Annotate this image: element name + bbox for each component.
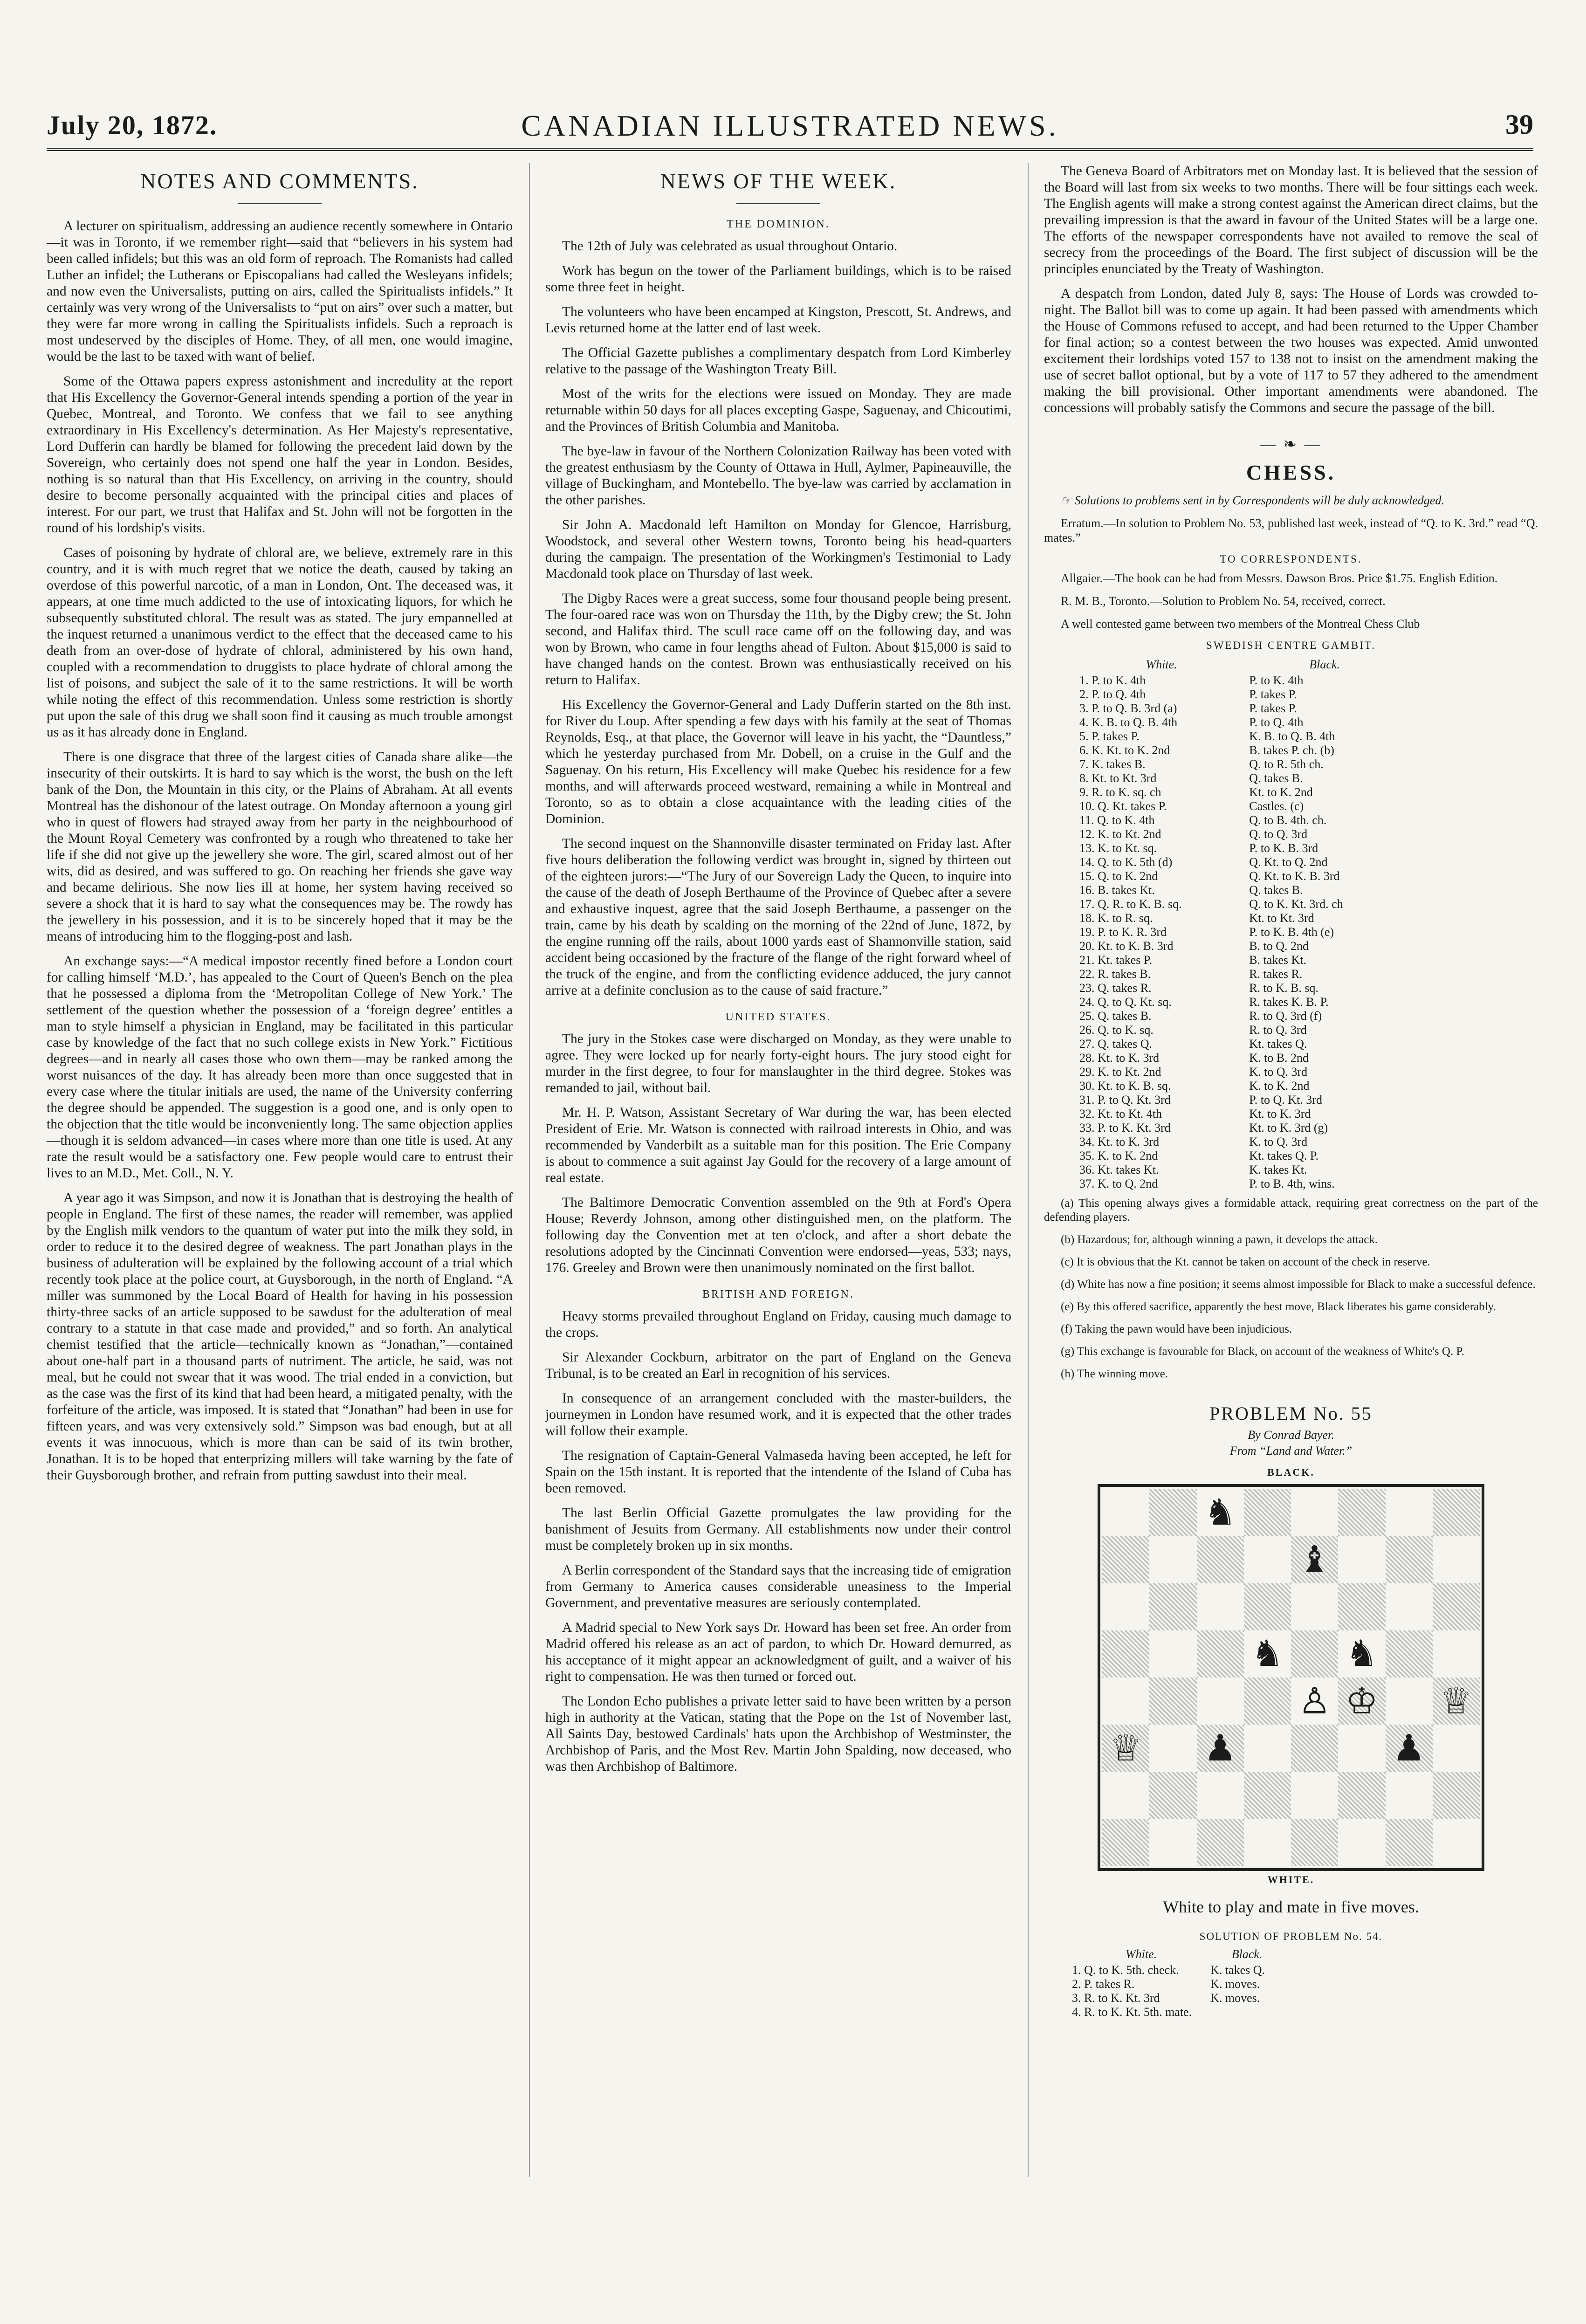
black-move: Q. Kt. to K. B. 3rd	[1249, 869, 1340, 883]
board-square	[1149, 1725, 1196, 1772]
black-move: K. to Q. 3rd	[1249, 1065, 1308, 1079]
black-move: Kt. to K. 3rd	[1249, 1107, 1311, 1121]
move-row	[1077, 674, 1403, 688]
black-move: Q. Kt. to Q. 2nd	[1249, 855, 1328, 869]
solution-white-label: White.	[1125, 1947, 1157, 1961]
white-move: 30. Kt. to K. B. sq.	[1079, 1079, 1171, 1093]
board-square	[1244, 1489, 1291, 1536]
board-square	[1149, 1536, 1196, 1583]
black-move: P. to Q. Kt. 3rd	[1249, 1093, 1322, 1107]
board-square	[1291, 1489, 1338, 1536]
board-square	[1197, 1583, 1244, 1630]
board-square	[1149, 1583, 1196, 1630]
white-move: 37. K. to Q. 2nd	[1079, 1177, 1158, 1190]
problem-caption: White to play and mate in five moves.	[1163, 1898, 1419, 1916]
chess-piece: ♕	[1109, 1727, 1142, 1769]
chess-piece: ♞	[1251, 1633, 1284, 1675]
board-square	[1244, 1772, 1291, 1819]
board-square	[1338, 1630, 1385, 1678]
white-move: 18. K. to R. sq.	[1079, 911, 1153, 925]
news-paragraph: The Baltimore Democratic Convention assembled on the 9th at Ford's Opera House; Reverdy Johnson, among other distinguished men, on the platform. The following day the Convention met at ten o'clock, and after a short debate the resolutions adopted by the Cincinnati Convention were endorsed—yeas, 533; nays, 176. Greeley and Brown were then unanimously nominated on the first ballot.	[545, 1195, 1011, 1275]
board-square	[1338, 1489, 1385, 1536]
board-square	[1386, 1536, 1433, 1583]
white-move: 34. Kt. to K. 3rd	[1079, 1135, 1160, 1148]
news-section-title: UNITED STATES.	[725, 1011, 831, 1023]
game-note: (c) It is obvious that the Kt. cannot be taken on account of the check in reserve.	[1061, 1256, 1430, 1268]
board-square	[1386, 1583, 1433, 1630]
notes-column	[47, 163, 513, 1492]
black-move: P. to Q. 4th	[1249, 715, 1304, 729]
board-square	[1102, 1819, 1149, 1866]
black-move: B. takes P. ch. (b)	[1249, 743, 1334, 757]
black-move: Q. to B. 4th. ch.	[1249, 813, 1327, 827]
news-paragraph: A despatch from London, dated July 8, says: The House of Lords was crowded to-night. The Ballot bill was to come up again. It had been passed with amendments which the House of Commons refused to accept, and had been returned to the Upper Chamber for final action; so a contest between the two houses was expected. Amid unwonted excitement their lordships voted 157 to 138 not to insist on the amendment making the use of secret ballot optional, but by a vote of 117 to 57 they adhered to the amendment making the bill provisional. Other important amendments were abandoned. The concessions will probably satisfy the Commons and secure the passage of the bill.	[1044, 286, 1538, 415]
board-square	[1291, 1725, 1338, 1772]
black-move: B. takes Kt.	[1249, 953, 1306, 967]
white-move: 17. Q. R. to K. B. sq.	[1079, 897, 1182, 911]
news-paragraph: The Geneva Board of Arbitrators met on Monday last. It is believed that the session of the Board will last from six weeks to two months. There will be four sittings each week. The English agents will make a strong contest against the American direct claims, but the prevailing impression is that the award in favour of the United States will be a large one. The efforts of the newspaper correspondents have not availed to remove the seal of secrecy from the proceedings of the Board. The first subject of discussion will be the principles enunciated by the Treaty of Washington.	[1044, 164, 1538, 276]
chess-piece: ♟	[1393, 1727, 1426, 1769]
move-row	[1077, 967, 1403, 981]
news-heading: NEWS OF THE WEEK.	[660, 169, 897, 193]
move-row	[1077, 1163, 1403, 1177]
move-row	[1077, 855, 1403, 869]
move-row	[1077, 939, 1403, 953]
white-move: 2. P. to Q. 4th	[1079, 688, 1146, 701]
black-move: R. to Q. 3rd	[1249, 1023, 1307, 1037]
move-row	[1077, 897, 1403, 911]
white-move: 21. Kt. takes P.	[1079, 953, 1152, 967]
white-move: 5. P. takes P.	[1079, 729, 1140, 743]
board-square	[1244, 1536, 1291, 1583]
chess-piece: ♝	[1298, 1538, 1331, 1581]
move-row	[1077, 1037, 1403, 1051]
news-paragraph: Most of the writs for the elections were issued on Monday. They are made returnable within 50 days for all places excepting Gaspe, Saguenay, and Chicoutimi, and the Provinces of British Columbia and Manitoba.	[545, 386, 1011, 434]
news-paragraph: Sir John A. Macdonald left Hamilton on Monday for Glencoe, Harrisburg, Woodstock, and several other Western towns, Toronto being his head-quarters during the campaign. The presentation of the Workingmen's Testimonial to Lady Macdonald took place on Thursday of last week.	[545, 517, 1011, 581]
news-paragraph: Mr. H. P. Watson, Assistant Secretary of War during the war, has been elected President of Erie. Mr. Watson is connected with railroad interests in Ohio, and was recommended by Vanderbilt as a suitable man for this position. The Erie Company is about to commence a suit against Jay Gould for the recovery of a large amount of real estate.	[545, 1105, 1011, 1185]
move-row	[1077, 1093, 1403, 1107]
black-move: Kt. takes Q. P.	[1249, 1149, 1318, 1162]
news-paragraph: The bye-law in favour of the Northern Colonization Railway has been voted with the greatest enthusiasm by the County of Ottawa in Hull, Aylmer, Papineauville, the village of Buckingham, and Montebello. The bye-law was carried by acclamation in the other parishes.	[545, 444, 1011, 508]
board-square	[1338, 1725, 1385, 1772]
news-paragraph: Work has begun on the tower of the Parliament buildings, which is to be raised some three feet in height.	[545, 263, 1011, 295]
black-move: P. to K. B. 3rd	[1249, 841, 1318, 855]
board-square	[1291, 1583, 1338, 1630]
solution-black-label: Black.	[1231, 1947, 1263, 1961]
black-move: P. to B. 4th, wins.	[1249, 1177, 1335, 1190]
news-paragraph: The resignation of Captain-General Valmaseda having been accepted, he left for Spain on the 15th instant. It is reported that the intendente of the Island of Cuba has been removed.	[545, 1448, 1011, 1496]
white-move: 27. Q. takes Q.	[1079, 1037, 1152, 1051]
game-moves	[1077, 657, 1403, 1191]
correspondents-heading: TO CORRESPONDENTS.	[1220, 553, 1362, 565]
black-move: Q. takes B.	[1249, 771, 1303, 785]
board-square	[1338, 1583, 1385, 1630]
solution-white-move: 4. R. to K. Kt. 5th. mate.	[1072, 2005, 1192, 2019]
board-square	[1244, 1725, 1291, 1772]
black-move: P. to K. B. 4th (e)	[1249, 925, 1334, 939]
problem-author: By Conrad Bayer.	[1248, 1428, 1334, 1442]
news-paragraph: The volunteers who have been encamped at Kingston, Prescott, St. Andrews, and Levis returned home at the latter end of last week.	[545, 304, 1011, 336]
page-number: 39	[1505, 109, 1533, 140]
white-move: 33. P. to K. Kt. 3rd	[1079, 1121, 1171, 1134]
move-row	[1077, 715, 1403, 729]
white-move: 1. P. to K. 4th	[1079, 674, 1146, 687]
move-row	[1077, 785, 1403, 799]
game-note: (f) Taking the pawn would have been injudicious.	[1061, 1323, 1292, 1335]
masthead-rule	[47, 148, 1533, 151]
chess-piece: ♞	[1204, 1491, 1237, 1533]
board-square	[1433, 1630, 1480, 1678]
board-square	[1386, 1725, 1433, 1772]
move-row	[1077, 1149, 1403, 1163]
move-row	[1077, 1135, 1403, 1149]
news-section-title: BRITISH AND FOREIGN.	[702, 1288, 854, 1300]
black-move: K. B. to Q. B. 4th	[1249, 729, 1335, 743]
black-label: Black.	[1309, 658, 1340, 671]
game-note: (d) White has now a fine position; it seems almost impossible for Black to make a successful defence.	[1061, 1278, 1536, 1291]
board-square	[1244, 1678, 1291, 1725]
board-square	[1102, 1630, 1149, 1678]
news-paragraph: In consequence of an arrangement concluded with the master-builders, the journeymen in London have resumed work, and it is expected that the other trades will follow their example.	[545, 1391, 1011, 1438]
solution-black-move: K. takes Q.	[1210, 1963, 1265, 1977]
black-move: R. to Q. 3rd (f)	[1249, 1009, 1322, 1023]
masthead	[47, 96, 1533, 151]
board-square	[1197, 1630, 1244, 1678]
white-move: 22. R. takes B.	[1079, 967, 1151, 981]
move-row	[1077, 883, 1403, 897]
white-move: 10. Q. Kt. takes P.	[1079, 799, 1167, 813]
white-move: 29. K. to Kt. 2nd	[1079, 1065, 1161, 1079]
board-square	[1433, 1489, 1480, 1536]
news-paragraph: His Excellency the Governor-General and Lady Dufferin started on the 8th inst. for River du Loup. After spending a few days with his family at the seat of Thomas Reynolds, Esq., at that place, the Governor will leave in his yacht, the “Dauntless,” which he yesterday purchased from Mr. Dobell, on a cruise in the Gulf and the Saguenay. On his return, His Excellency will make Quebec his residence for a few months, and will afterwards proceed westward, remaining a while in Montreal and Toronto, so as to obtain a close acquaintance with the leading cities of the Dominion.	[545, 697, 1011, 826]
notes-paragraph: A lecturer on spiritualism, addressing an audience recently somewhere in Ontario—it was in Toronto, if we remember right—said that “believers in his system had been called infidels; but this was an old form of reproach. The Romanists had called Luther an infidel; the Lutherans or Episcopalians had called the Wesleyans infidels; and now even the Universalists, putting on airs, called the Spiritualists infidels.” It certainly was very wrong of the Universalists to “put on airs” over such a matter, but they were far more wrong in calling the Spiritualists infidels. Such a reproach is most undeserved by the disciples of Home. They, of all men, one would imagine, would be the last to be taxed with want of belief.	[47, 219, 513, 364]
white-move: 25. Q. takes B.	[1079, 1009, 1152, 1023]
board-square	[1386, 1678, 1433, 1725]
chess-board	[1102, 1489, 1480, 1866]
move-row	[1077, 1107, 1403, 1121]
solution-black-move: K. moves.	[1210, 1991, 1260, 2005]
black-move: K. to Q. 3rd	[1249, 1135, 1308, 1148]
news-paragraph: Sir Alexander Cockburn, arbitrator on the part of England on the Geneva Tribunal, is to be created an Earl in recognition of his services.	[545, 1350, 1011, 1381]
board-square	[1433, 1725, 1480, 1772]
board-square	[1102, 1678, 1149, 1725]
solution-row	[1072, 1963, 1284, 1977]
news-paragraph: The jury in the Stokes case were discharged on Monday, as they were unable to agree. They were locked up for nearly forty-eight hours. The jury stood eight for murder in the first degree, to four for manslaughter in the third degree. Stokes was remanded to jail, without bail.	[545, 1031, 1011, 1095]
board-square	[1386, 1772, 1433, 1819]
board-square	[1197, 1489, 1244, 1536]
move-row	[1077, 841, 1403, 855]
move-row	[1077, 1051, 1403, 1065]
solution-black-move	[1210, 2005, 1284, 2019]
black-move: R. takes K. B. P.	[1249, 995, 1329, 1009]
board-square	[1338, 1819, 1385, 1866]
chess-piece: ♟	[1204, 1727, 1237, 1769]
chess-notice: ☞ Solutions to problems sent in by Correspondents will be duly acknowledged.	[1061, 494, 1444, 507]
board-square	[1338, 1772, 1385, 1819]
board-square	[1197, 1678, 1244, 1725]
black-move: K. takes Kt.	[1249, 1163, 1307, 1176]
game-notes	[1044, 1196, 1538, 1381]
white-move: 20. Kt. to K. B. 3rd	[1079, 939, 1174, 953]
board-square	[1244, 1819, 1291, 1866]
news-paragraph: The Digby Races were a great success, some four thousand people being present. The four-oared race was won on Thursday the 11th, by the Digby crew; the St. John second, and Halifax third. The scull race came off on the following day, and was won by Brown, who came in four lengths ahead of Fulton. About $15,000 is said to have changed hands on the contest. Brown was enthusiastically received on his return to Halifax.	[545, 591, 1011, 688]
move-row	[1077, 729, 1403, 743]
heading-rule	[736, 203, 820, 204]
opening-name: SWEDISH CENTRE GAMBIT.	[1206, 639, 1376, 651]
move-row	[1077, 688, 1403, 701]
move-row	[1077, 1023, 1403, 1037]
solution-white-move: 1. Q. to K. 5th. check.	[1072, 1963, 1179, 1977]
correspondent-note: Allgaier.—The book can be had from Messrs. Dawson Bros. Price $1.75. English Edition.	[1061, 571, 1498, 585]
white-move: 36. Kt. takes Kt.	[1079, 1163, 1159, 1176]
board-square	[1338, 1536, 1385, 1583]
right-body	[1044, 163, 1538, 416]
move-row	[1077, 1079, 1403, 1093]
black-move: Castles. (c)	[1249, 799, 1304, 813]
game-note: (h) The winning move.	[1061, 1368, 1168, 1380]
black-side-label: BLACK.	[1267, 1466, 1315, 1478]
black-move: Q. to K. Kt. 3rd. ch	[1249, 897, 1343, 911]
move-row	[1077, 911, 1403, 925]
game-intro: A well contested game between two members of the Montreal Chess Club	[1061, 617, 1420, 631]
white-move: 14. Q. to K. 5th (d)	[1079, 855, 1173, 869]
news-paragraph: A Madrid special to New York says Dr. Howard has been set free. An order from Madrid offered his release as an act of pardon, to which Dr. Howard demurred, as his acceptance of it might appear an acknowledgment of guilt, and a waiver of his right to compensation. He was then turned or forced out.	[545, 1620, 1011, 1684]
problem-source: From “Land and Water.”	[1229, 1444, 1353, 1458]
move-row	[1077, 1009, 1403, 1023]
notes-paragraph: An exchange says:—“A medical impostor recently fined before a London court for calling himself ‘M.D.’, has appealed to the Court of Queen's Bench on the plea that he possessed a diploma from the ‘Metropolitan College of New York.’ The settlement of the question whether the possession of a ‘foreign degree’ entitles a man to style himself a physician in England, may be facilitated in this particular case by knowledge of the fact that no such college exists in New York.” Fictitious degrees—and in nearly all cases those who own them—may be ranked among the worst nuisances of the day. It has already been more than once suggested that in every case where the titular initials are used, the name of the University conferring the degree should be appended. The suggestion is a good one, and is only open to the objection that the title would be inconveniently long. The same objection applies—though it is seldom advanced—in cases where more than one title is used. At any rate the result would be a satisfactory one. Few people would care to entrust their lives to an M.D., Met. Coll., N. Y.	[47, 954, 513, 1181]
white-move: 4. K. B. to Q. B. 4th	[1079, 715, 1178, 729]
notes-paragraph: Some of the Ottawa papers express astonishment and incredulity at the report that His Excellency the Governor-General intends spending a portion of the year in Quebec, Montreal, and Toronto. We confess that we fail to see anything extraordinary in His Excellency's determination. As Her Majesty's representative, Lord Dufferin can hardly be blamed for following the precedent laid down by the Sovereign, who certainly does not spend one half the year in London. Besides, nothing is so natural than that His Excellency, on arriving in the country, should desire to become personally acquainted with the principal cities and places of interest. For our part, we trust that Halifax and St. John will not be forgotten in the round of his lordship's visits.	[47, 374, 513, 536]
news-paragraph: The last Berlin Official Gazette promulgates the law providing for the banishment of Jesuits from Germany. All establishments now under their control must be completely broken up in six months.	[545, 1506, 1011, 1553]
move-row	[1077, 771, 1403, 785]
black-move: Kt. to Kt. 3rd	[1249, 911, 1314, 925]
white-move: 11. Q. to K. 4th	[1079, 813, 1155, 827]
solution-row	[1072, 1977, 1284, 1991]
board-square	[1102, 1583, 1149, 1630]
board-square	[1338, 1678, 1385, 1725]
board-square	[1291, 1630, 1338, 1678]
white-move: 35. K. to K. 2nd	[1079, 1149, 1158, 1162]
board-square	[1433, 1678, 1480, 1725]
black-move: R. takes R.	[1249, 967, 1303, 981]
notes-paragraph: There is one disgrace that three of the largest cities of Canada share alike—the insecurity of their outskirts. It is hard to say which is the worst, the bush on the left bank of the Don, the Mountain in this city, or the Plains of Abraham. At all events Montreal has the dishonour of the latest outrage. On Monday afternoon a young girl who in quest of flowers had strayed away from her party in the neighbourhood of the Mount Royal Cemetery was confronted by a rough who threatened to take her life if she did not give up the jewellery she wore. The girl, scared almost out of her wits, did as desired, and was suffered to go. On reaching her friends she gave way and became delirious. She now lies ill at home, her system having received so severe a shock that it is hard to say what the consequences may be. The rowdy has the jewellery in his possession, and it is to be sincerely hoped that it may be the means of introducing him to the flogging-post and lash.	[47, 749, 513, 944]
board-square	[1244, 1583, 1291, 1630]
board-square	[1433, 1583, 1480, 1630]
board-square	[1149, 1489, 1196, 1536]
board-square	[1197, 1819, 1244, 1866]
chess-piece: ♔	[1345, 1680, 1378, 1722]
move-row	[1077, 1065, 1403, 1079]
move-row	[1077, 757, 1403, 771]
solution-row	[1072, 1991, 1284, 2005]
white-move: 9. R. to K. sq. ch	[1079, 785, 1161, 799]
game-note: (b) Hazardous; for, although winning a pawn, it develops the attack.	[1061, 1233, 1378, 1246]
board-square	[1149, 1630, 1196, 1678]
white-move: 31. P. to Q. Kt. 3rd	[1079, 1093, 1171, 1107]
white-move: 32. Kt. to Kt. 4th	[1079, 1107, 1162, 1121]
board-square	[1197, 1725, 1244, 1772]
board-square	[1291, 1772, 1338, 1819]
board-square	[1102, 1489, 1149, 1536]
problem-title: PROBLEM No. 55	[1209, 1403, 1373, 1424]
white-move: 13. K. to Kt. sq.	[1079, 841, 1157, 855]
move-row	[1077, 813, 1403, 827]
black-move: Q. to R. 5th ch.	[1249, 757, 1324, 771]
news-paragraph: The 12th of July was celebrated as usual throughout Ontario.	[562, 239, 898, 254]
white-move: 7. K. takes B.	[1079, 757, 1146, 771]
black-move: P. takes P.	[1249, 688, 1297, 701]
black-move: B. to Q. 2nd	[1249, 939, 1309, 953]
black-move: R. to K. B. sq.	[1249, 981, 1319, 995]
white-move: 28. Kt. to K. 3rd	[1079, 1051, 1160, 1065]
board-square	[1102, 1536, 1149, 1583]
white-move: 19. P. to K. R. 3rd	[1079, 925, 1167, 939]
move-row	[1077, 1121, 1403, 1135]
move-row	[1077, 953, 1403, 967]
news-paragraph: The second inquest on the Shannonville disaster terminated on Friday last. After five hours deliberation the following verdict was brought in, signed by thirteen out of the eighteen jurors:—“The Jury of our Sovereign Lady the Queen, to inquire into the cause of the death of Joseph Berthaume of the Province of Quebec after a severe and exhaustive inquest, agree that the said Joseph Berthaume, a passenger on the train, came by his death by scalding on the morning of the 22nd of June, 1872, by the engine running off the rails, about 1000 yards east of Shannonville station, said accident being occasioned by the fracture of the flange of the right forward wheel of the truck of the engine, and from the conflicting evidence adduced, the jury cannot arrive at a definite conclusion as to the cause of said fracture.”	[545, 836, 1011, 998]
solution-moves	[1072, 1947, 1284, 2019]
heading-rule	[238, 203, 322, 204]
white-move: 15. Q. to K. 2nd	[1079, 869, 1158, 883]
white-move: 23. Q. takes R.	[1079, 981, 1152, 995]
move-row	[1077, 827, 1403, 841]
notes-paragraph: A year ago it was Simpson, and now it is Jonathan that is destroying the health of people in England. The first of these names, the reader will remember, was applied by the English milk vendors to the quantum of water put into the milk they sold, in order to reduce it to the desired degree of weakness. The part Jonathan plays in the business of adulteration will be explained by the following account of a trial which recently took place at the police court, at Guysborough, in the north of England. “A miller was summoned by the Local Board of Health for having in his possession thirty-three sacks of an article supposed to be sawdust for the adulteration of meal contrary to a statute in that case made and provided,” and so forth. An analytical chemist testified that the article—technically known as “Jonathan,”—contained about one-half part in a thousand parts of nutriment. The article, he said, was not meal, but he could not swear that it was wood. The trial ended in a conviction, but as the case was the first of its kind that had been heard, a mitigated penalty, with the forfeiture of the article, was imposed. It is stated that “Jonathan” had been in use for fifteen years, and was very extensively sold.” Simpson was bad enough, but at all events it was innocuous, which is more than can be said of its twin brother, Jonathan. It is to be hoped that enterprizing millers will take warning by the fate of their Guysborough brother, and refrain from putting sawdust into their meal.	[47, 1190, 513, 1483]
correspondent-note: R. M. B., Toronto.—Solution to Problem No. 54, received, correct.	[1061, 594, 1386, 608]
white-label: White.	[1146, 658, 1177, 671]
correspondents	[1044, 571, 1538, 608]
news-paragraph: A Berlin correspondent of the Standard says that the increasing tide of emigration from Germany to America causes considerable uneasiness to the Imperial Government, and preventative measures are seriously contemplated.	[545, 1563, 1011, 1610]
solution-white-move: 3. R. to K. Kt. 3rd	[1072, 1991, 1160, 2005]
black-move: Kt. to K. 2nd	[1249, 785, 1313, 799]
board-square	[1386, 1630, 1433, 1678]
board-square	[1433, 1536, 1480, 1583]
solution-heading: SOLUTION OF PROBLEM No. 54.	[1199, 1931, 1383, 1942]
news-column	[545, 163, 1011, 1783]
news-paragraph: Heavy storms prevailed throughout England on Friday, causing much damage to the crops.	[545, 1309, 1011, 1340]
board-square	[1291, 1536, 1338, 1583]
black-move: Q. to Q. 3rd	[1249, 827, 1308, 841]
issue-date: July 20, 1872.	[47, 110, 218, 140]
move-row	[1077, 701, 1403, 715]
board-square	[1102, 1725, 1149, 1772]
game-note: (e) By this offered sacrifice, apparently the best move, Black liberates his game considerably.	[1061, 1300, 1496, 1313]
black-move: Kt. takes Q.	[1249, 1037, 1307, 1051]
board-square	[1433, 1772, 1480, 1819]
notes-heading: NOTES AND COMMENTS.	[140, 169, 419, 193]
board-square	[1197, 1536, 1244, 1583]
news-body	[545, 218, 1011, 1775]
chess-piece: ♞	[1345, 1633, 1378, 1675]
black-move: Kt. to K. 3rd (g)	[1249, 1121, 1328, 1134]
column-rule	[529, 163, 530, 2177]
notes-body	[47, 218, 513, 1484]
solution-black-move: K. moves.	[1210, 1977, 1260, 1991]
white-move: 8. Kt. to Kt. 3rd	[1079, 771, 1157, 785]
board-square	[1244, 1630, 1291, 1678]
board-square	[1149, 1678, 1196, 1725]
chess-piece: ♕	[1440, 1680, 1473, 1722]
black-move: Q. takes B.	[1249, 883, 1303, 897]
black-move: K. to K. 2nd	[1249, 1079, 1310, 1093]
move-row	[1077, 799, 1403, 813]
white-move: 26. Q. to K. sq.	[1079, 1023, 1153, 1037]
board-square	[1291, 1678, 1338, 1725]
move-row	[1077, 995, 1403, 1009]
ornament: — ❧ —	[1260, 436, 1322, 453]
board-square	[1149, 1819, 1196, 1866]
black-move: K. to B. 2nd	[1249, 1051, 1309, 1065]
solution-white-move: 2. P. takes R.	[1072, 1977, 1135, 1991]
chess-title: CHESS.	[1246, 461, 1336, 484]
move-row	[1077, 869, 1403, 883]
game-note: (a) This opening always gives a formidable attack, requiring great correctness on the part of the defending players.	[1044, 1197, 1538, 1224]
board-square	[1433, 1819, 1480, 1866]
news-paragraph: The Official Gazette publishes a complimentary despatch from Lord Kimberley relative to the passage of the Washington Treaty Bill.	[545, 345, 1011, 377]
newspaper-title: CANADIAN ILLUSTRATED NEWS.	[521, 109, 1059, 142]
chess-diagram	[1098, 1484, 1484, 1871]
column-rule	[1028, 163, 1029, 2177]
white-move: 3. P. to Q. B. 3rd (a)	[1079, 701, 1177, 715]
move-row	[1077, 925, 1403, 939]
white-move: 6. K. Kt. to K. 2nd	[1079, 743, 1170, 757]
news-section-title: THE DOMINION.	[727, 218, 830, 230]
board-square	[1291, 1819, 1338, 1866]
move-row	[1077, 1177, 1403, 1191]
solution-row	[1072, 2005, 1284, 2019]
chess-erratum: Erratum.—In solution to Problem No. 53, published last week, instead of “Q. to K. 3rd.” read “Q. mates.”	[1044, 516, 1538, 544]
move-row	[1077, 743, 1403, 757]
game-note: (g) This exchange is favourable for Black, on account of the weakness of White's Q. P.	[1061, 1345, 1464, 1358]
board-square	[1197, 1772, 1244, 1819]
board-square	[1102, 1772, 1149, 1819]
news-paragraph: The London Echo publishes a private letter said to have been written by a person high in authority at the Vatican, stating that the Pope on the 1st of November last, All Saints Day, bestowed Cardinals' hats upon the Archbishop of Westminster, the Archbishop of Paris, and the Most Rev. Martin John Spalding, now deceased, who was then Archbishop of Baltimore.	[545, 1694, 1011, 1774]
right-column	[1044, 163, 1538, 2019]
white-move: 16. B. takes Kt.	[1079, 883, 1155, 897]
move-row	[1077, 981, 1403, 995]
chess-piece: ♙	[1298, 1680, 1331, 1722]
white-move: 12. K. to Kt. 2nd	[1079, 827, 1161, 841]
white-move: 24. Q. to Q. Kt. sq.	[1079, 995, 1172, 1009]
white-side-label: WHITE.	[1267, 1874, 1315, 1885]
board-square	[1386, 1819, 1433, 1866]
black-move: P. to K. 4th	[1249, 674, 1304, 687]
black-move: P. takes P.	[1249, 701, 1297, 715]
board-square	[1386, 1489, 1433, 1536]
notes-paragraph: Cases of poisoning by hydrate of chloral are, we believe, extremely rare in this country, and it is with much regret that we notice the death, caused by taking an overdose of this powerful narcotic, of a man in London, Ont. The deceased was, it appears, at one time much addicted to the use of intoxicating liquors, for which he subsequently substituted chloral. The result was as stated. The jury empannelled at the inquest returned a unanimous verdict to the effect that the deceased came to his death from an over-dose of hydrate of chloral, administered by his own hand, coupled with a recommendation to druggists to place hydrate of chloral among the list of poisons, and subject the sale of it to the same restrictions. It will be worth while noting the effect of this recommendation. Unless some restriction is shortly put upon the sale of this drug we shall soon find it causing as much trouble amongst us as it has already done in England.	[47, 545, 513, 740]
board-square	[1149, 1772, 1196, 1819]
